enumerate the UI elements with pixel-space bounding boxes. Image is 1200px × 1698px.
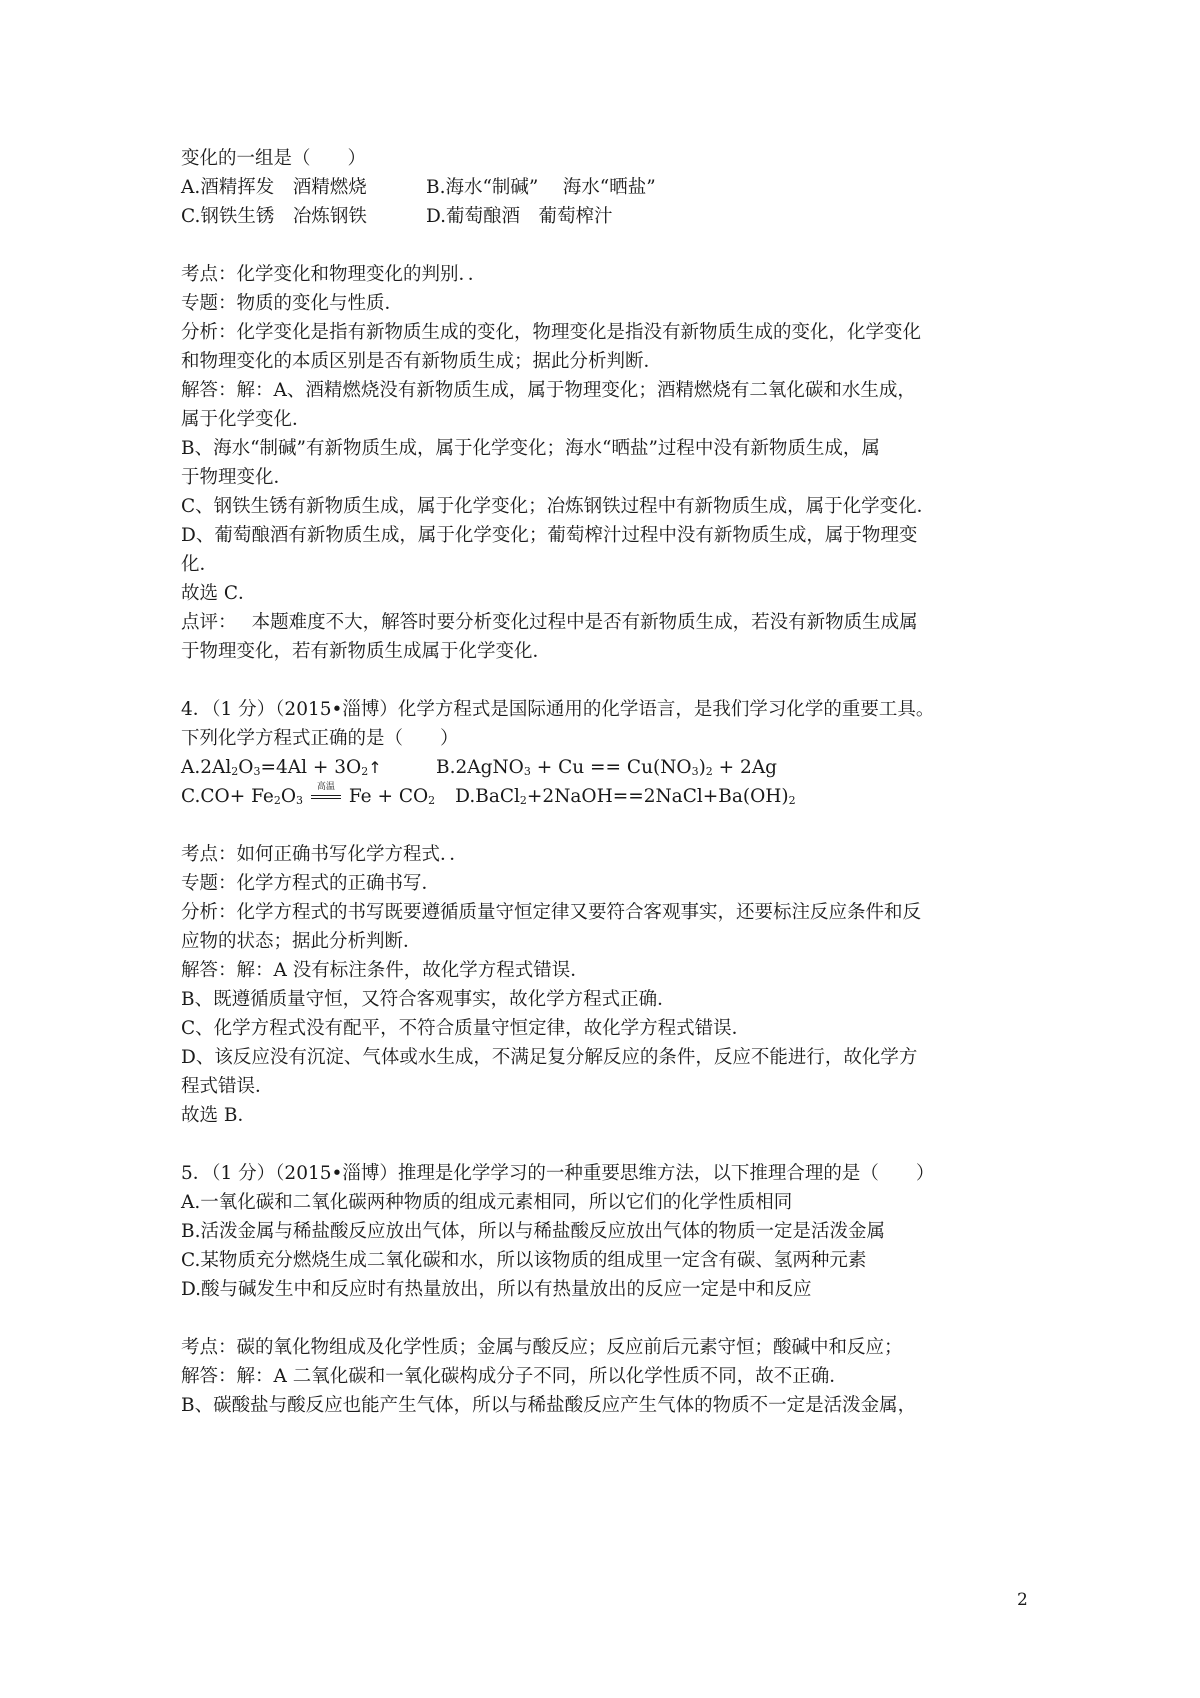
q4-answer-line: B、既遵循质量守恒，又符合客观事实，故化学方程式正确． [181, 989, 676, 1010]
q3-option-c: C.钢铁生锈 冶炼钢铁 [181, 206, 367, 227]
q4-analysis-line: 分析：化学方程式的书写既要遵循质量守恒定律又要符合客观事实，还要标注反应条件和反 [181, 902, 922, 923]
spacer [181, 666, 1041, 695]
q4-options-cd [181, 782, 1041, 811]
spacer [181, 231, 1041, 260]
q4-analysis-line: 应物的状态；据此分析判断． [181, 931, 422, 952]
spacer [181, 1304, 1041, 1333]
q4-answer-line: 解答：解：A 没有标注条件，故化学方程式错误． [181, 960, 589, 981]
q3-options-ab [181, 173, 1041, 202]
page-content [181, 144, 1041, 1420]
q3-answer-line: 解答：解：A、酒精燃烧没有新物质生成，属于物理变化；酒精燃烧有二氧化碳和水生成， [181, 380, 916, 401]
q4-option-c: $C.CO+ Fe_2O_3$ 高温 $Fe + CO_2$ [181, 782, 436, 807]
q4-option-b: B.2AgNO$_3$ + $Cu == Cu(NO_3)_2 + 2Ag$ [436, 757, 778, 778]
q4-option-a: $A.2Al_2O_3=4Al$ + $3O_2↑$ [181, 757, 382, 778]
spacer [181, 811, 1041, 840]
q5-option-c: C.某物质充分燃烧生成二氧化碳和水，所以该物质的组成里一定含有碳、氢两种元素 [181, 1250, 867, 1271]
spacer [181, 1130, 1041, 1159]
q4-option-d: $D.BaCl_2+2NaOH==2NaCl+Ba(OH)_2$ [455, 786, 796, 807]
q4-stem-line: 4．（1 分）（2015•淄博）化学方程式是国际通用的化学语言，是我们学习化学的重要工具。 [181, 699, 935, 720]
q5-stem: 5．（1 分）（2015•淄博）推理是化学学习的一种重要思维方法，以下推理合理的是（ ） [181, 1163, 935, 1184]
q4-kaodian: 考点：如何正确书写化学方程式．． [181, 844, 468, 865]
q3-option-a: A.酒精挥发 酒精燃烧 [181, 177, 367, 198]
q3-stem-tail: 变化的一组是（ ） [181, 148, 367, 169]
q3-answer-line: 属于化学变化． [181, 409, 311, 430]
q3-comment-line: 于物理变化，若有新物质生成属于化学变化． [181, 641, 552, 662]
q3-answer-line: C、钢铁生锈有新物质生成，属于化学变化；冶炼钢铁过程中有新物质生成，属于化学变化． [181, 496, 936, 517]
gas-arrow-icon: ↑ [368, 758, 382, 777]
q3-comment-line: 点评： 本题难度不大，解答时要分析变化过程中是否有新物质生成，若没有新物质生成属 [181, 612, 918, 633]
q3-option-b: B.海水“制碱” 海水“晒盐” [426, 177, 656, 198]
q4-answer-line: D、该反应没有沉淀、气体或水生成，不满足复分解反应的条件，反应不能进行，故化学方 [181, 1047, 918, 1068]
reaction-condition-sign: 高温 [309, 795, 343, 799]
page-number: 2 [1017, 1590, 1028, 1610]
q3-answer-line: D、葡萄酿酒有新物质生成，属于化学变化；葡萄榨汁过程中没有新物质生成，属于物理变 [181, 525, 918, 546]
q5-option-b: B.活泼金属与稀盐酸反应放出气体，所以与稀盐酸反应放出气体的物质一定是活泼金属 [181, 1221, 885, 1242]
q3-analysis-line: 分析：化学变化是指有新物质生成的变化，物理变化是指没有新物质生成的变化，化学变化 [181, 322, 922, 343]
q5-answer-line: B、碳酸盐与酸反应也能产生气体，所以与稀盐酸反应产生气体的物质不一定是活泼金属， [181, 1395, 917, 1416]
q3-analysis-line: 和物理变化的本质区别是否有新物质生成；据此分析判断． [181, 351, 663, 372]
q3-kaodian: 考点：化学变化和物理变化的判别．． [181, 264, 487, 285]
q3-zhuanti: 专题：物质的变化与性质． [181, 293, 404, 314]
q4-answer-line: C、化学方程式没有配平，不符合质量守恒定律，故化学方程式错误． [181, 1018, 751, 1039]
q4-zhuanti: 专题：化学方程式的正确书写． [181, 873, 441, 894]
q5-option-a: A.一氧化碳和二氧化碳两种物质的组成元素相同，所以它们的化学性质相同 [181, 1192, 793, 1213]
q5-kaodian: 考点：碳的氧化物组成及化学性质；金属与酸反应；反应前后元素守恒；酸碱中和反应； [181, 1337, 903, 1358]
q3-answer-line: 化． [181, 554, 219, 575]
q4-options-ab [181, 753, 1041, 782]
q3-options-cd [181, 202, 1041, 231]
q4-answer-line: 程式错误． [181, 1076, 274, 1097]
q3-answer-line: B、海水“制碱”有新物质生成，属于化学变化；海水“晒盐”过程中没有新物质生成，属 [181, 438, 880, 459]
q3-choice: 故选 C． [181, 583, 257, 604]
q4-stem-line: 下列化学方程式正确的是（ ） [181, 728, 459, 749]
q3-answer-line: 于物理变化． [181, 467, 293, 488]
q5-answer-line: 解答：解：A 二氧化碳和一氧化碳构成分子不同，所以化学性质不同，故不正确． [181, 1366, 848, 1387]
q3-option-d: D.葡萄酿酒 葡萄榨汁 [426, 206, 613, 227]
q5-option-d: D.酸与碱发生中和反应时有热量放出，所以有热量放出的反应一定是中和反应 [181, 1279, 812, 1300]
q4-choice: 故选 B． [181, 1105, 256, 1126]
